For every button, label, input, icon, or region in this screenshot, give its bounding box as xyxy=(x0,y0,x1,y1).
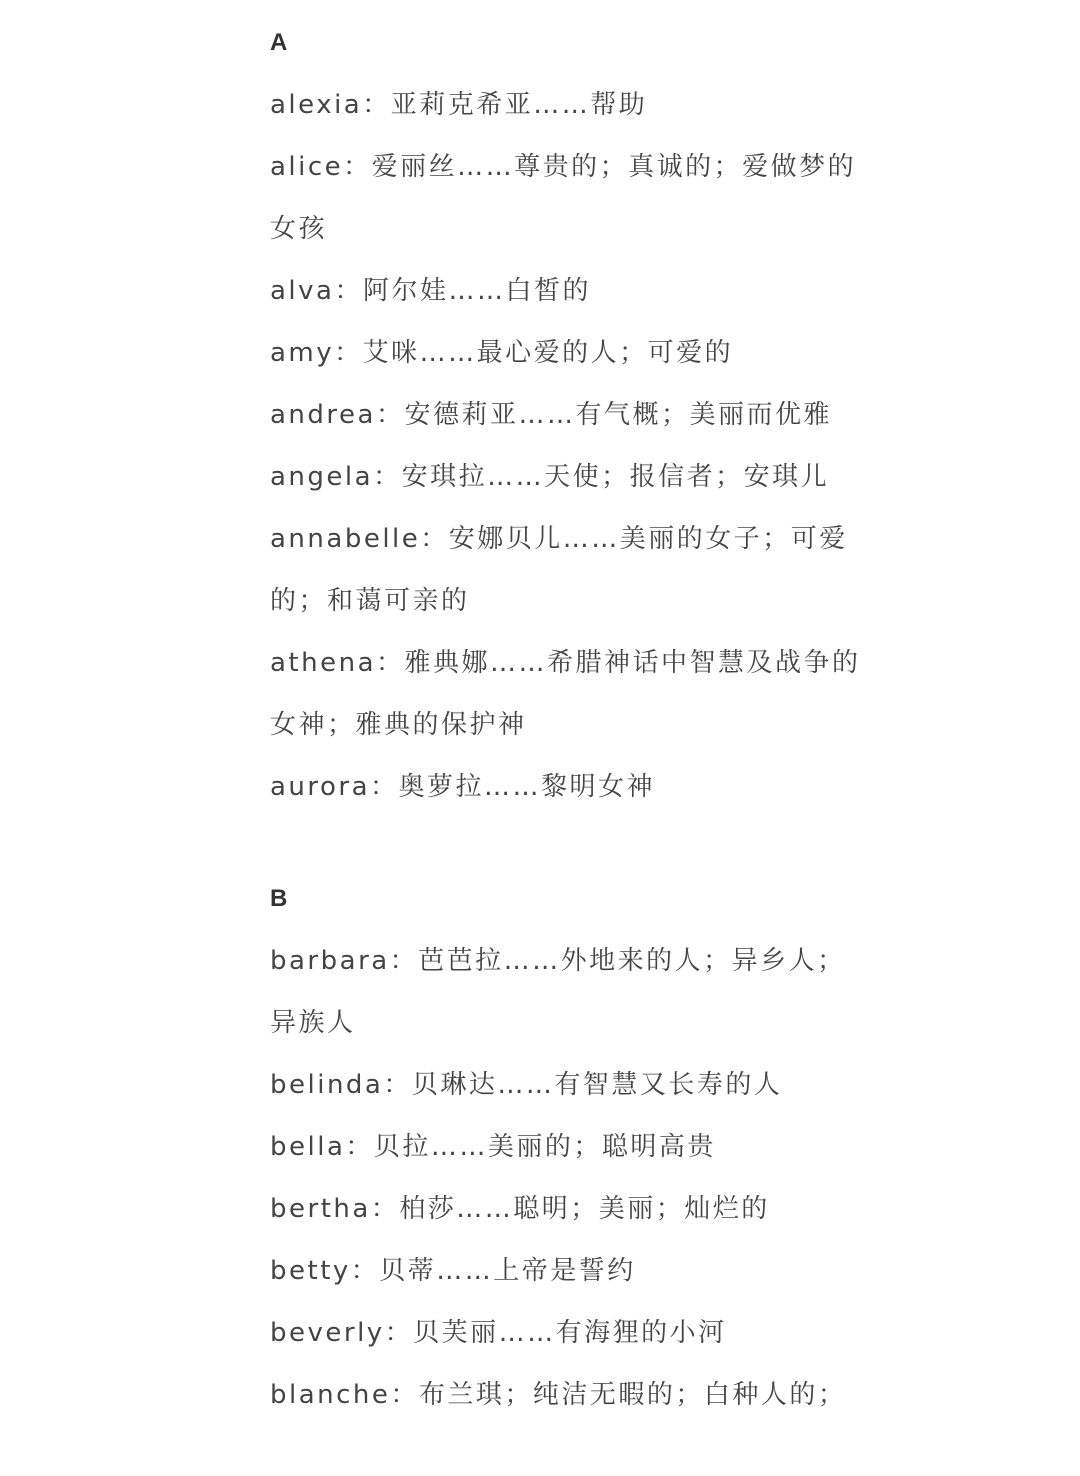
name-entry xyxy=(270,446,890,508)
name-entry xyxy=(270,384,890,446)
name-entry xyxy=(270,1178,890,1240)
section-a xyxy=(270,12,890,818)
name-entry xyxy=(270,632,890,756)
entry-text: athena：雅典娜……希腊神话中智慧及战争的 xyxy=(270,648,861,678)
name-entry xyxy=(270,756,890,818)
name-entry xyxy=(270,1054,890,1116)
name-entry xyxy=(270,508,890,632)
name-entry xyxy=(270,1302,890,1364)
entry-text: alva：阿尔娃……白皙的 xyxy=(270,276,591,306)
entry-text: alexia：亚莉克希亚……帮助 xyxy=(270,90,648,120)
name-entry xyxy=(270,322,890,384)
entry-text: beverly：贝芙丽……有海狸的小河 xyxy=(270,1318,727,1348)
name-list-document xyxy=(270,12,890,1476)
entry-text: angela：安琪拉……天使；报信者；安琪儿 xyxy=(270,462,830,492)
entry-text-continuation: 女孩 xyxy=(270,214,328,244)
entry-text-continuation: 女神；雅典的保护神 xyxy=(270,710,527,740)
entry-text-continuation: 的；和蔼可亲的 xyxy=(270,586,470,616)
entry-text: bertha：柏莎……聪明；美丽；灿烂的 xyxy=(270,1194,770,1224)
section-heading: A xyxy=(270,29,288,56)
entry-text: bella：贝拉……美丽的；聪明高贵 xyxy=(270,1132,716,1162)
name-entry xyxy=(270,1364,890,1426)
entry-text: annabelle：安娜贝儿……美丽的女子；可爱 xyxy=(270,524,848,554)
entry-text: andrea：安德莉亚……有气概；美丽而优雅 xyxy=(270,400,832,430)
entry-text: belinda：贝琳达……有智慧又长寿的人 xyxy=(270,1070,783,1100)
entry-text-continuation: 异族人 xyxy=(270,1008,356,1038)
entry-text: barbara：芭芭拉……外地来的人；异乡人； xyxy=(270,946,846,976)
name-entry xyxy=(270,930,890,1054)
name-entry xyxy=(270,136,890,260)
entry-text: aurora：奥萝拉……黎明女神 xyxy=(270,772,656,802)
entry-text: amy：艾咪……最心爱的人；可爱的 xyxy=(270,338,734,368)
name-entry xyxy=(270,1240,890,1302)
section-heading: B xyxy=(270,885,288,912)
name-entry xyxy=(270,74,890,136)
name-entry xyxy=(270,1116,890,1178)
entry-text: betty：贝蒂……上帝是誓约 xyxy=(270,1256,636,1286)
entry-text: alice：爱丽丝……尊贵的；真诚的；爱做梦的 xyxy=(270,152,857,182)
section-b xyxy=(270,868,890,1426)
name-entry xyxy=(270,260,890,322)
entry-text: blanche：布兰琪；纯洁无暇的；白种人的； xyxy=(270,1380,847,1410)
